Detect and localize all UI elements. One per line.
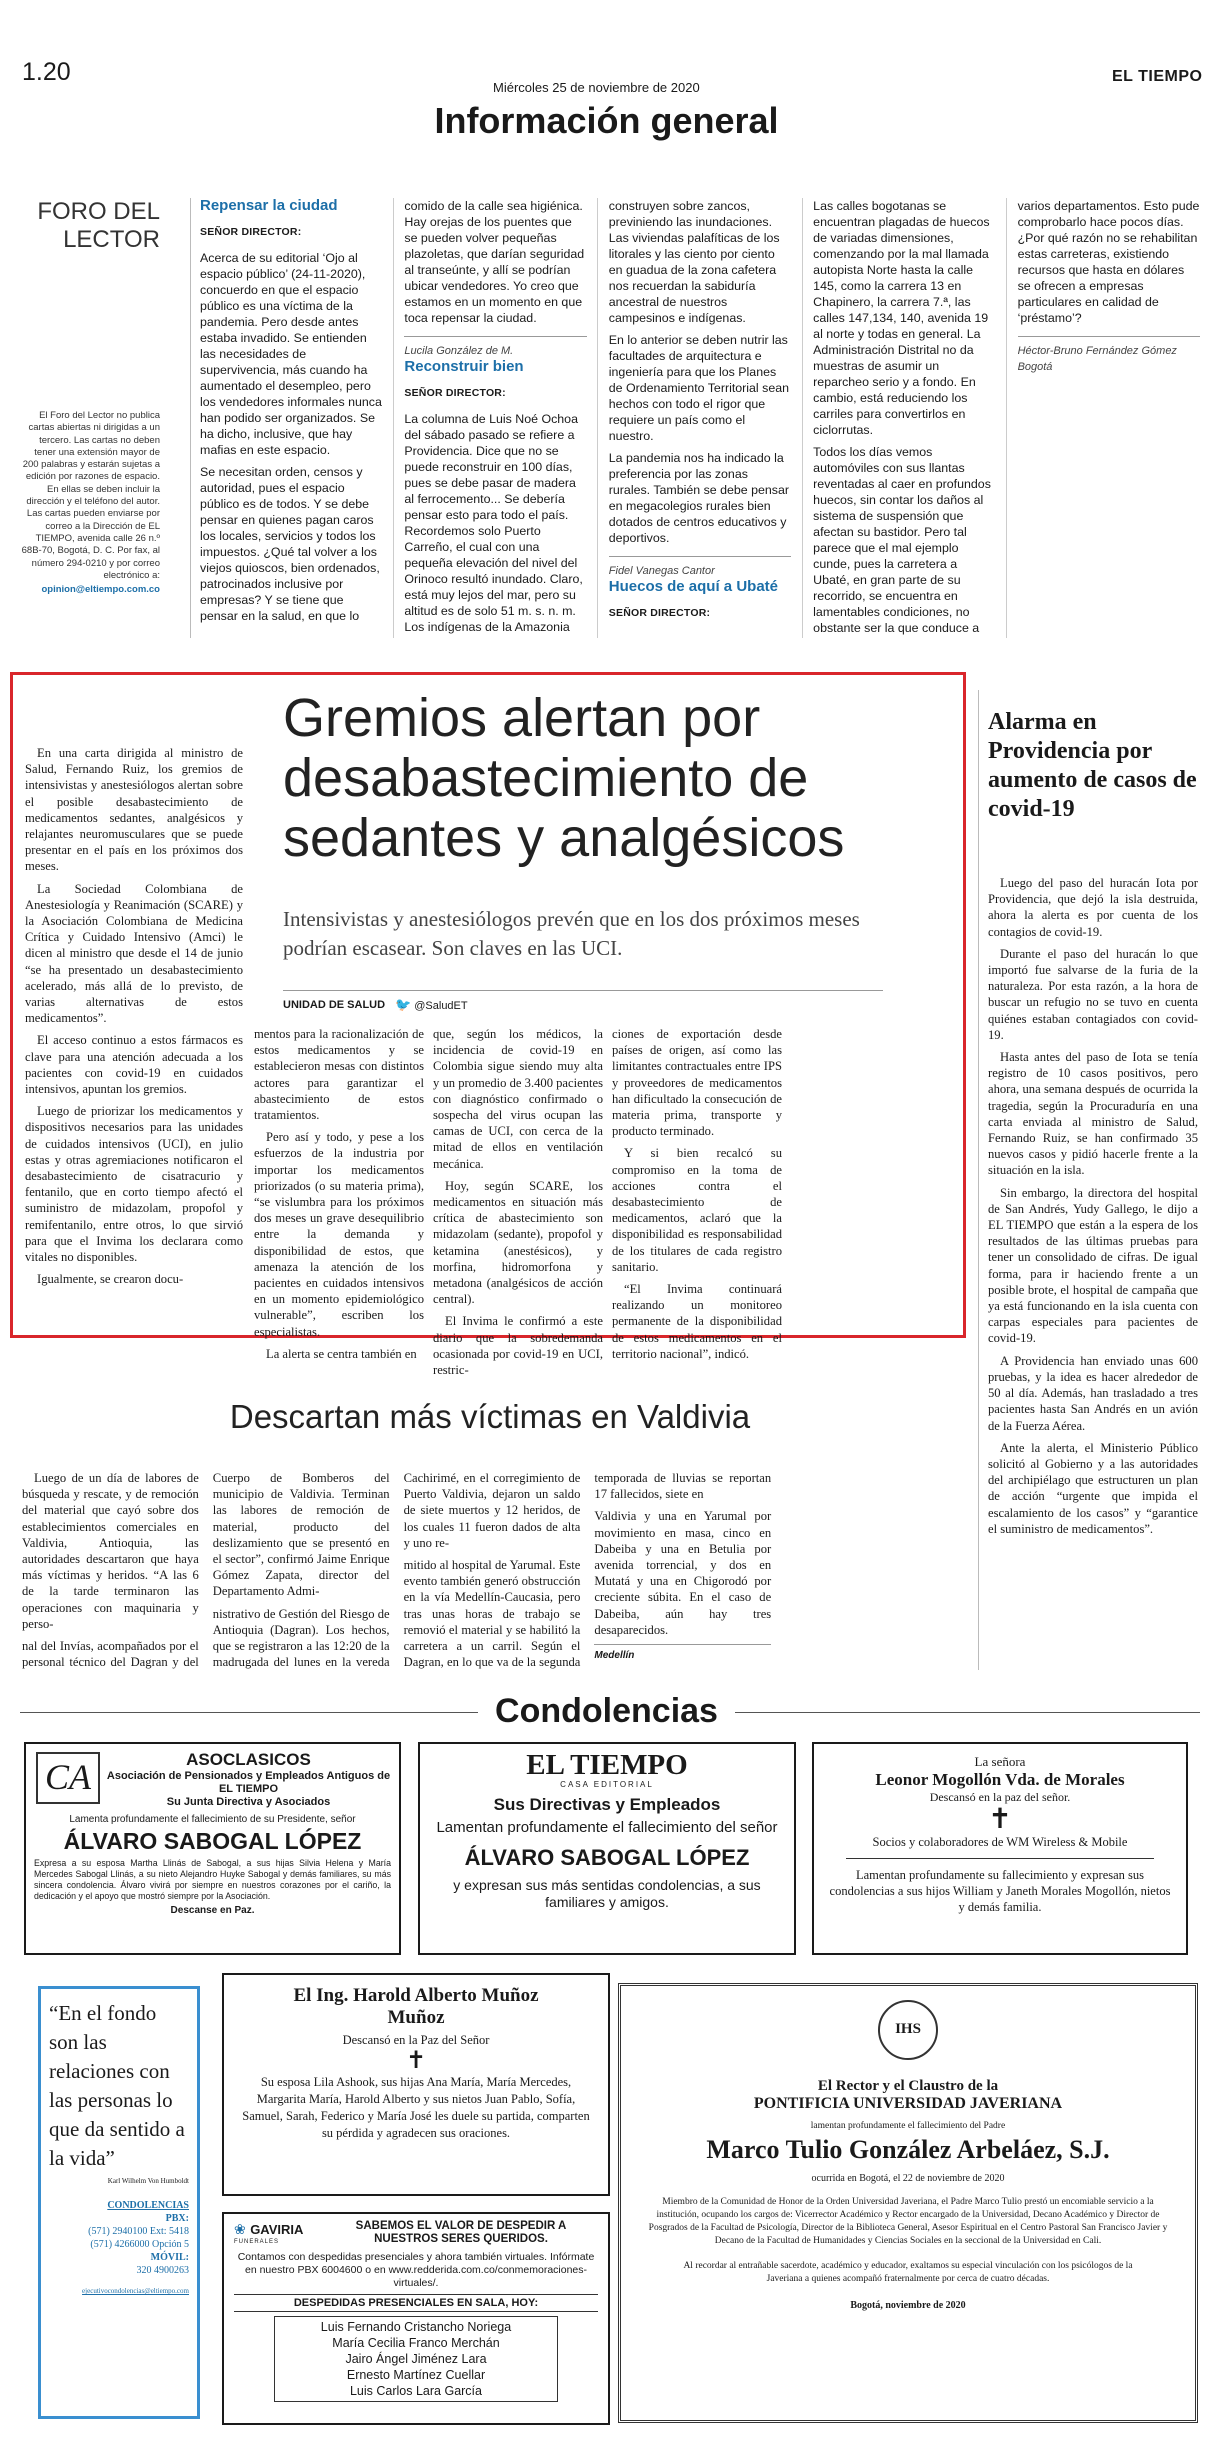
ad-mogollon — [812, 1742, 1188, 1955]
ad4-label: CONDOLENCIAS — [107, 2200, 189, 2211]
story-paragraph: En una carta dirigida al ministro de Salud, Fernando Ruiz, los gremios de intensivistas y anestesiólogos alertan sobre el posible desabastecimiento de medicamentos sedantes, analgésicos y relajantes neuromusculares que se puede presentar en el país en los próximos dos meses. — [25, 746, 243, 874]
story-paragraph: El acceso continuo a estos fármacos es clave para una atención adecuada a los pacientes con covid-19 en cuidados intensivos, apuntan los gremios. — [25, 1033, 243, 1097]
gaviria-logo — [234, 2221, 324, 2245]
byline-rule — [283, 990, 883, 991]
ad7-date: ocurrida en Bogotá, el 22 de noviembre de 2020 — [811, 2173, 1005, 2184]
letter-heading: Huecos de aquí a Ubaté — [608, 578, 778, 595]
ad3-body: Lamentan profundamente su fallecimiento y expresan sus condolencias a sus hijos William y Janeth Morales Mogollón, nietos y demás familia. — [829, 1868, 1171, 1914]
gaviria-swirl-icon: ❀ — [234, 2221, 246, 2237]
letter-heading: Repensar la ciudad — [200, 197, 338, 214]
ad2-sub: CASA EDITORIAL — [560, 1780, 654, 1789]
asoclasicos-logo: CA — [36, 1752, 100, 1804]
ad6-name-list — [274, 2316, 558, 2402]
foro-title — [20, 198, 160, 254]
ad4-movil: 320 4900263 — [136, 2265, 189, 2276]
story-paragraph: que, según los médicos, la incidencia de covid-19 en Colombia sigue siendo muy alta y un promedio de 3.400 pacientes con diagnóstico confirmado o sospecha del virus ocupan las camas de UCI, con cerca de la mitad de ellos en ventilación mecánica. — [433, 1027, 603, 1171]
ad2-line2: Lamentan profundamente el fallecimiento del señor — [436, 1819, 778, 1836]
story-paragraph: Luego de un día de labores de búsqueda y rescate, y de remoción del material que cayó sobre dos establecimientos comerciales en Valdivia, Antioquia, las autoridades descartaron que haya más víctimas y heridos. “A las 6 de la tarde terminaron las operaciones con maquinaria y perso- — [22, 1471, 199, 1631]
valdivia-body — [22, 1470, 962, 1680]
ad-asoclasicos — [24, 1742, 401, 1955]
story-paragraph: Luego de priorizar los medicamentos y dispositivos necesarios para las unidades de cuidados intensivos (UCI), en julio estas y otras agremiaciones notificaron el desabastecimiento de cisatracurio y fentanilo, que en corto tiempo afectó el suministro de midazolam, propofol y remifentanilo, entre otros, lo que sirvió para que el Invima los declarara como vitales no disponibles. — [25, 1104, 243, 1265]
ad2-brand: EL TIEMPO — [526, 1749, 688, 1781]
letter-salutation: SEÑOR DIRECTOR: — [404, 387, 506, 399]
letter-paragraph: Se necesitan orden, censos y autoridad, pues el espacio público es de todos. Y se debe pensar en quienes pagan caros los locales, servicios y todos los impuestos. ¿Qué tal volver a los viejos quioscos, bien ordenados, patrocinados inclusive por empresas? Y se tiene que pensar en la salud, en que lo comido de la calle sea higiénica. Hay orejas de los puentes que se pueden volver pequeñas plazoletas, que darían seguridad al transeúnte, y allí se podrían ubicar vendedores. Yo creo que estamos en un momento en que toca repensar la ciudad. — [200, 199, 585, 623]
cross-icon: ✝ — [405, 2048, 427, 2074]
letter-paragraph: Acerca de su editorial ‘Ojo al espacio público’ (24-11-2020), concuerdo en que el espacio público es una víctima de la pandemia. Pero desde antes estaba invadido. Se entienden las necesidades de supervivencia, más cuando ha aumentado el desempleo, pero los vendedores informales nunca han podido ser organizados. Se ha dicho, inclusive, que hay mafias en este espacio. — [200, 251, 382, 457]
side-headline: Alarma en Providencia por aumento de casos de covid-19 — [988, 709, 1197, 822]
ad4-pbx2: (571) 4266000 Opción 5 — [90, 2239, 189, 2250]
letter-paragraph: Las calles bogotanas se encuentran plagadas de huecos de variadas dimensiones, comenzando por la mal llamada autopista Norte hasta la calle 145, como la carrera 13 en Chapinero, la carrera 7.ª, las calles 147,134, 140, avenida 19 al norte y todas en general. La Administración Distrital no da muestras de asumir un reparcheo serio y a fondo. En cambio, está reduciendo los carriles para convertirlos en ciclorrutas. — [813, 199, 990, 437]
ad4-movil-label: MÓVIL: — [150, 2252, 189, 2263]
main-deck: Intensivistas y anestesiólogos prevén que en los dos próximos meses podrían escasear. Son claves en las UCI. — [283, 907, 860, 960]
ad1-line2: Su Junta Directiva y Asociados — [166, 1796, 331, 1808]
main-story-col1 — [25, 745, 243, 1294]
page-date: Miércoles 25 de noviembre de 2020 — [493, 80, 700, 95]
valdivia-dateline: Medellín — [594, 1644, 771, 1664]
story-paragraph: El Invima le confirmó a este diario que la sobredemanda ocasionada por covid-19 en UCI, restric- — [433, 1314, 603, 1378]
story-paragraph: Hasta antes del paso de Iota se tenía registro de 10 casos positivos, pero ahora, una semana después de ocurrida la tragedia, según la Procuraduría en una carta enviada al ministro de Salud, Fernando Ruiz, se han confirmado 35 nuevos casos y pidió hacerle frente a la situación en la isla. — [988, 1050, 1198, 1178]
ad1-name: ÁLVARO SABOGAL LÓPEZ — [63, 1828, 362, 1854]
story-paragraph: nal del Invías, acompañados por el personal técnico del Dagran y del Cuerpo de Bomberos del municipio de Valdivia. Terminan las labores de remoción de material, producto del deslizamiento que se presentó en el sector”, confirmó Jaime Enrique Gómez Zapata, director del Departamento Admi- — [22, 1471, 390, 1670]
twitter-icon: 🐦 — [395, 997, 412, 1012]
ad3-line1: Descansó en la paz del señor. — [929, 1790, 1071, 1804]
list-item: Luis Fernando Cristancho Noriega — [320, 2320, 512, 2334]
ad1-line1: Asociación de Pensionados y Empleados Antiguos de EL TIEMPO — [106, 1770, 391, 1795]
foro-title-line1: FORO DEL — [37, 198, 160, 225]
brand-logo: EL TIEMPO — [1112, 68, 1203, 85]
ad7-line2: lamentan profundamente el fallecimiento del Padre — [810, 2121, 1006, 2131]
story-paragraph: Igualmente, se crearon docu- — [37, 1272, 184, 1287]
ad4-pbx-label: PBX: — [165, 2213, 189, 2224]
ad6-headline: SABEMOS EL VALOR DE DESPEDIR A NUESTROS SERES QUERIDOS. — [355, 2220, 567, 2245]
ad3-line2: Socios y colaboradores de WM Wireless & Mobile — [872, 1835, 1128, 1849]
cross-icon: ✝ — [988, 1804, 1012, 1835]
ad2-name: ÁLVARO SABOGAL LÓPEZ — [464, 1845, 750, 1870]
main-story-col4 — [612, 1026, 782, 1368]
ad2-line1: Sus Directivas y Empleados — [493, 1795, 721, 1814]
story-paragraph: Hoy, según SCARE, los medicamentos en situación más crítica de abastecimiento son midazolam (sedante), propofol y ketamina (anestésicos), y morfina, hidromorfona y metadona (analgésicos de acción central). — [433, 1178, 603, 1307]
story-paragraph: A Providencia han enviado unas 600 pruebas, y la idea es hacer alrededor de 50 al día. Además, han trasladado a tres pacientes hasta San Andrés en un avión de la Fuerza Aérea. — [988, 1353, 1198, 1433]
foro-email-link[interactable]: opinion@eltiempo.com.co — [41, 584, 160, 596]
story-paragraph: Y si bien recalcó su compromiso en la toma de acciones contra el desabastecimiento de medicamentos, aclaró que la disponibilidad es responsabilidad de los titulares de cada registro sanitario. — [612, 1146, 782, 1274]
letter-paragraph: La pandemia nos ha indicado la preferencia por las zonas rurales. También se debe pensar en megacolegios rurales bien dotados de centros educativos y deportivos. — [608, 451, 790, 545]
foro-title-line2: LECTOR — [63, 226, 160, 253]
ad7-closing: Al recordar al entrañable sacerdote, académico y educador, exaltamos su especial vinculación con los psicólogos de la Javeriana a quienes acompañó fraternalmente por cerca de cuatro décadas. — [683, 2261, 1133, 2284]
letter-signature: Lucila González de M. — [404, 336, 586, 359]
gaviria-brand: GAVIRIA — [250, 2222, 304, 2237]
story-paragraph: ciones de exportación desde países de origen, así como las limitantes contractuales entre IPS y proveedores de medicamentos han dificultado la consecución de materia prima, transporte y producto terminado. — [612, 1027, 782, 1139]
ad4-email-link[interactable]: ejecutivocondolencias@eltiempo.com — [82, 2287, 189, 2295]
letter-heading: Reconstruir bien — [404, 358, 524, 375]
ad1-closing: Descanse en Paz. — [170, 1905, 255, 1916]
ad6-body: Contamos con despedidas presenciales y ahora también virtuales. Infórmate en nuestro PBX 6004600 o en www.redderida.com.co/conmemoraciones-virtuales/. — [237, 2251, 595, 2289]
letter-paragraph: En lo anterior se deben nutrir las facultades de arquitectura e ingeniería para que los Planes de Ordenamiento Territorial sean hechos con todo el rigor que requiere un país como el nuestro. — [608, 333, 790, 443]
ad-javeriana — [618, 1983, 1198, 2423]
story-paragraph: Pero así y todo, y pese a los esfuerzos de la industria por importar los medicamentos priorizados (o su materia prima), “se vislumbra para los próximos dos meses un grave desequilibrio entre la demanda y disponibilidad de estos, que amenaza la atención de los pacientes en cuidados intensivos en un momento epidemiológico vulnerable”, escriben los especialistas. — [254, 1130, 424, 1339]
letter-salutation: SEÑOR DIRECTOR: — [200, 226, 302, 238]
ad7-name: Marco Tulio González Arbeláez, S.J. — [706, 2135, 1110, 2164]
ad7-org: PONTIFICIA UNIVERSIDAD JAVERIANA — [753, 2095, 1063, 2112]
ad1-body: Expresa a su esposa Martha Llinás de Sabogal, a sus hijas Silvia Helena y María Mercedes Sabogal Llinás, a su nieto Alejandro Huyke Sabogal y demás familiares, su más sincera condolencia. Álvaro vivirá por siempre en nuestros corazones por el cariño, la dedicación y el apoyo que mostró siempre por la Asociación. — [34, 1858, 391, 1901]
letter-signature: Fidel Vanegas Cantor — [609, 556, 791, 579]
ad5-title: El Ing. Harold Alberto Muñoz Muñoz — [293, 1985, 539, 2028]
letter-paragraph: La columna de Luis Noé Ochoa del sábado pasado se refiere a Providencia. Dice que no se puede reconstruir en 100 días, pues se debe pasar de madera al ferrocemento... Se debería pensar esto para todo el país. Recordemos solo Puerto Carreño, el cual con una pequeña elevación del nivel del Orinoco resultó inundado. Claro, está muy lejos del mar, pero su altitud es de solo 51 m. s. n. m. Los indígenas de la Amazonia construyen sobre zancos, previniendo las inundaciones. Las viviendas palafíticas de los litorales y las ciento por ciento en guadua de la zona cafetera nos recuerdan la sabiduría ancestral de nuestros campesinos e indígenas. — [404, 199, 780, 634]
letter-paragraph: Todos los días vemos automóviles con sus llantas reventadas al caer en profundos huecos, sin contar los daños al sistema de suspensión que afectan su bastidor. Pero tal parece que el mal ejemplo cunde, pues la carretera a Ubaté, en gran parte de su recorrido, se encuentra en lamentables condiciones, no obstante ser la que conduce a varios departamentos. Esto pude comprobarlo hace pocos días. ¿Por qué razón no se rehabilitan estas carreteras, existiendo recursos que hasta en dólares se ofrecen a empresas particulares en calidad de ‘préstamo’? — [813, 199, 1200, 635]
ad5-line1: Descansó en la Paz del Señor — [342, 2033, 490, 2047]
ad2-closing: y expresan sus más sentidas condolencias, a sus familiares y amigos. — [453, 1877, 761, 1910]
letter-salutation: SEÑOR DIRECTOR: — [608, 607, 711, 619]
ad-gaviria — [222, 2212, 610, 2425]
ad1-intro: Lamenta profundamente el fallecimiento de su Presidente, señor — [69, 1814, 356, 1825]
ad-munoz — [222, 1973, 610, 2196]
ad7-body: Miembro de la Comunidad de Honor de la Orden Universidad Javeriana, el Padre Marco Tulio prestó un encomiable servicio a la institución, ocupando los cargos de: Vicerrector Académico y Rector encargado de la Universidad, Decano Académico y Director de Posgrados de la Facultad de Psicología, Director de la Biblioteca General, Asesor Espiritual en el Centro Pastoral San Francisco Javier y Decano de la Facultad de Humanidades y Ciencias Sociales en la seccional de la Universidad en Cali. — [648, 2197, 1168, 2246]
story-paragraph: Durante el paso del huracán lo que importó fue salvarse de la furia de la naturaleza. Por esta razón, a la hora de buscar un refugio no se tuvo en cuenta quiénes estaban contagiados con covid-19. — [988, 946, 1198, 1042]
ad7-line1: El Rector y el Claustro de la — [817, 2078, 999, 2094]
story-paragraph: La alerta se centra también en — [266, 1346, 417, 1361]
side-story-body — [988, 875, 1198, 1543]
ad-eltiempo — [418, 1742, 796, 1955]
foro-notice-text: El Foro del Lector no publica cartas abiertas ni dirigidas a un tercero. Las cartas no deben tener una extensión mayor de 200 palabras y estarán sujetas a edición por razones de espacio. En ellas se deben incluir la dirección y el teléfono del autor. Las cartas pueden enviarse por correo a la Dirección de EL TIEMPO, avenida calle 26 n.º 68B-70, Bogotá, D. C. Por fax, al número 294-0210 y por correo electrónico a: — [21, 410, 160, 581]
story-paragraph: mentos para la racionalización de estos medicamentos y se establecieron mesas con distintos actores para garantizar el abastecimiento de estos tratamientos. — [254, 1027, 424, 1123]
story-paragraph: mitido al hospital de Yarumal. Este evento también generó obstrucción en la vía Medellín-Caucasia, pero tras unas horas de trabajo se removió el material y se habilitó la carretera a un carril. Según el Dagran, en lo que va de la segunda temporada de lluvias se reportan 17 fallecidos, siete en — [403, 1471, 772, 1670]
list-item: Jairo Ángel Jiménez Lara — [345, 2352, 487, 2366]
ad4-pbx1: (571) 2940100 Ext: 5418 — [88, 2226, 189, 2237]
javeriana-seal-icon: IHS — [878, 2000, 938, 2060]
list-item: María Cecilia Franco Merchán — [332, 2336, 500, 2350]
twitter-handle-link[interactable] — [395, 997, 468, 1013]
main-story-col3 — [433, 1026, 603, 1384]
ad3-intro: La señora — [974, 1754, 1026, 1769]
page-number: 1.20 — [22, 58, 71, 86]
list-item: Ernesto Martínez Cuellar — [346, 2368, 486, 2382]
story-paragraph: Valdivia y una en Yarumal por movimiento en masa, cinco en Dabeiba y una en Betulia por avenida torrencial, y dos en Mutatá y una en Chigorodó por creciente súbita. En el caso de Dabeiba, aún hay tres desaparecidos. — [594, 1509, 772, 1637]
section-title: Información general — [434, 100, 779, 141]
ad4-author: Karl Wilhelm Von Humboldt — [107, 2177, 189, 2185]
foro-letters — [200, 198, 1200, 638]
ad5-body: Su esposa Lila Ashook, sus hijas Ana María, María Mercedes, Margarita María, Harold Alberto y sus nietos Juan Pablo, Sofía, Samuel, Sarah, Federico y María José les duele su partida, comparten su pérdida y agradecen sus oraciones. — [242, 2075, 590, 2140]
twitter-handle: @SaludET — [414, 1000, 468, 1012]
story-paragraph: Luego del paso del huracán Iota por Providencia, que dejó la isla destruida, ahora la alerta es por cuenta de los contagios de covid-19. — [988, 876, 1198, 939]
ad3-name: Leonor Mogollón Vda. de Morales — [875, 1770, 1125, 1789]
letter-signature: Héctor-Bruno Fernández Gómez Bogotá — [1018, 336, 1200, 375]
foro-notice — [20, 410, 160, 596]
byline: UNIDAD DE SALUD — [283, 999, 386, 1011]
condolencias-title: Condolencias — [478, 1692, 735, 1731]
main-headline: Gremios alertan por desabastecimiento de sedantes y analgésicos — [283, 688, 845, 868]
ad7-signoff: Bogotá, noviembre de 2020 — [850, 2300, 966, 2311]
ad1-org: ASOCLASICOS — [186, 1750, 311, 1769]
list-item: Luis Carlos Lara García — [349, 2384, 482, 2398]
ad-condolencias-contact — [38, 1986, 200, 2419]
valdivia-headline: Descartan más víctimas en Valdivia — [229, 1398, 751, 1435]
main-story-col2 — [254, 1026, 424, 1368]
gaviria-brand-sub: FUNERALES — [234, 2239, 280, 2245]
story-paragraph: nistrativo de Gestión del Riesgo de Antioquia (Dagran). Los hechos, que se registraron a las 12:20 de la madrugada del lunes en la vereda Cachirimé, en el corregimiento de Puerto Valdivia, dejaron un saldo de siete muertos y 12 heridos, de los cuales 11 fueron dados de alta y uno re- — [212, 1471, 581, 1670]
ad4-quote: “En el fondo son las relaciones con las personas lo que da sentido a la vida” — [49, 2001, 185, 2170]
story-paragraph: La Sociedad Colombiana de Anestesiología y Reanimación (SCARE) y la Asociación Colombiana de Medicina Crítica y Cuidado Intensivo (Amci) le dicen al ministro que desde el 14 de junio “se ha presentado un desabastecimiento acelerado, más allá de lo previsto, de varias alternativas de estos medicamentos”. — [25, 881, 243, 1026]
story-paragraph: “El Invima continuará realizando un monitoreo permanente de la disponibilidad de estos medicamentos en el territorio nacional”, indicó. — [612, 1282, 782, 1361]
ad6-list-title: DESPEDIDAS PRESENCIALES EN SALA, HOY: — [234, 2294, 598, 2312]
story-paragraph: Sin embargo, la directora del hospital de San Andrés, Yudy Gallego, le dijo a EL TIEMPO que están a la espera de los resultados de las últimas pruebas para tener un consolidado de cifras. De igual forma, para ir haciendo frente a un posible brote, el hospital de campaña que ya está funcionando en la isla cuenta con carpas especiales para pacientes de covid-19. — [988, 1185, 1198, 1346]
story-paragraph: Ante la alerta, el Ministerio Público solicitó al Gobierno y a las autoridades del archipiélago que estructuren un plan de acción “urgente que impida el escalamiento de los casos” y “garantice el suministro de medicamentos”. — [988, 1440, 1198, 1536]
